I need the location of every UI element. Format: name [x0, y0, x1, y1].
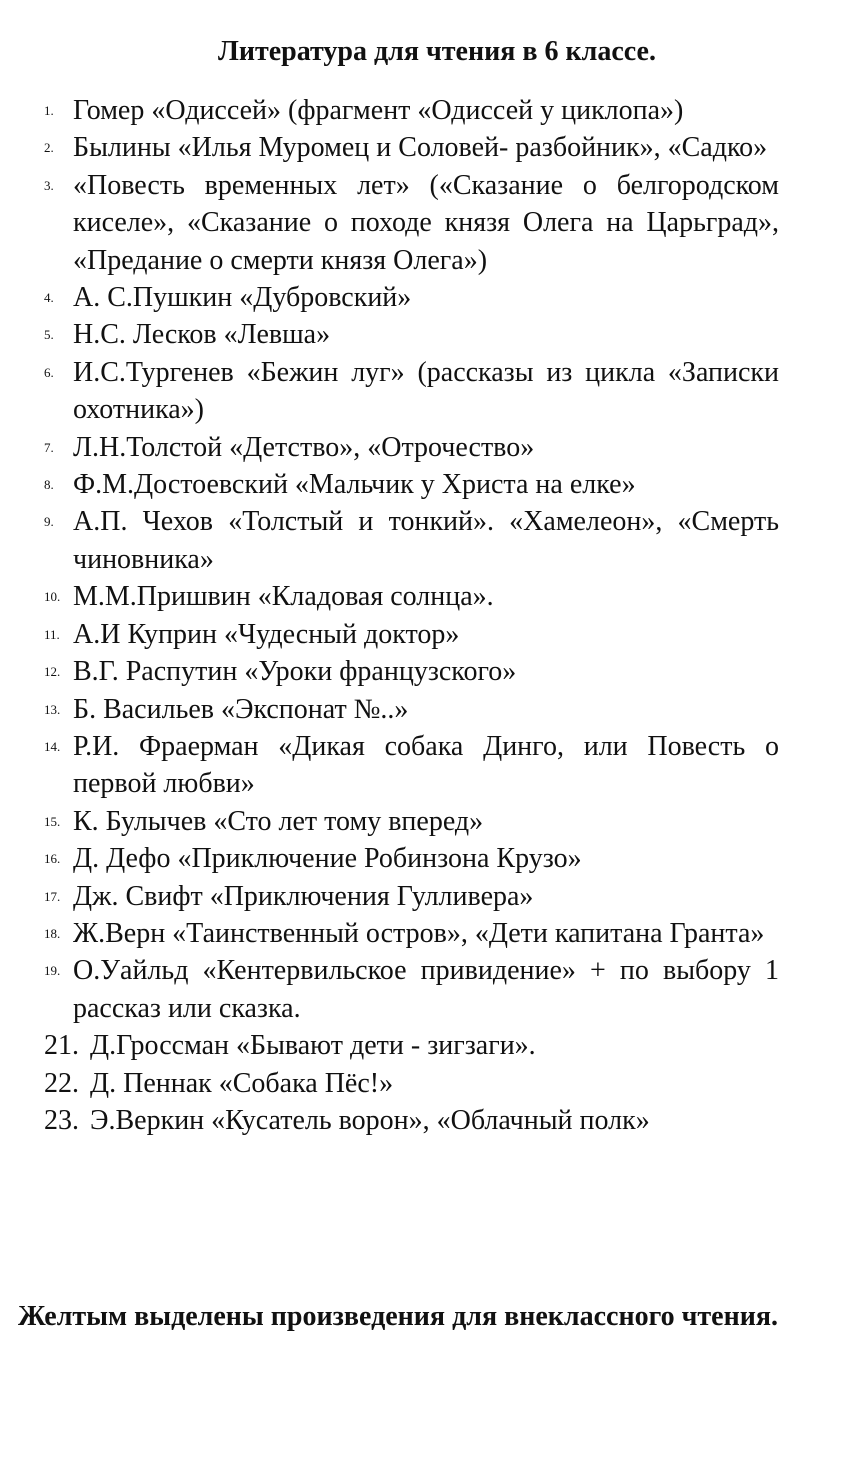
list-item-text: Ж.Верн «Таинственный остров», «Дети капитана Гранта» [73, 917, 765, 949]
list-item-text: В.Г. Распутин «Уроки французского» [73, 656, 517, 688]
list-item [44, 915, 779, 952]
list-item-text: Ф.М.Достоевский «Мальчик у Христа на елке» [73, 469, 636, 501]
list-item [44, 503, 779, 578]
list-item [44, 578, 779, 615]
list-item-text: О.Уайльд «Кентервильское привидение» + по выбору 1 рассказ или сказка. [73, 955, 779, 1024]
list-item-text: К. Булычев «Сто лет тому вперед» [73, 805, 484, 837]
list-item-text: А. С.Пушкин «Дубровский» [73, 282, 412, 314]
list-item [44, 279, 779, 316]
list-item-number: 22. [44, 1067, 79, 1099]
list-item-text: Д. Пеннак «Собака Пёс!» [90, 1067, 394, 1099]
list-item-number: 15. [44, 813, 61, 829]
list-item [44, 653, 779, 690]
list-item [44, 354, 779, 429]
list-item-number: 2. [44, 140, 54, 156]
list-item-number: 13. [44, 701, 61, 717]
list-item [44, 840, 779, 877]
list-item-text: Д. Дефо «Приключение Робинзона Крузо» [73, 843, 582, 875]
list-item-number: 19. [44, 963, 61, 979]
list-item-number: 16. [44, 851, 61, 867]
list-item [44, 1065, 779, 1102]
list-item-number: 9. [44, 514, 54, 530]
list-item-text: Р.И. Фраерман «Дикая собака Динго, или Повесть о первой любви» [73, 730, 779, 800]
list-item [44, 803, 779, 840]
list-item [44, 616, 779, 653]
list-item-number: 4. [44, 290, 54, 306]
list-item-number: 3. [44, 177, 54, 193]
list-item [44, 1102, 779, 1139]
list-item-number: 1. [44, 103, 54, 118]
list-item [44, 728, 779, 803]
list-item [44, 952, 779, 1027]
list-item-number: 18. [44, 925, 61, 941]
list-item-number: 14. [44, 738, 61, 754]
list-item [44, 1027, 779, 1064]
list-item-number: 17. [44, 888, 61, 904]
list-item-text: Б. Васильев «Экспонат №..» [73, 693, 409, 725]
document-title: Литература для чтения в 6 классе. [218, 36, 656, 67]
list-item-text: Д.Гроссман «Бывают дети - зигзаги». [90, 1030, 536, 1062]
list-item [44, 167, 779, 279]
list-item-number: 23. [44, 1104, 79, 1136]
list-item-number: 7. [44, 439, 54, 455]
list-item [44, 466, 779, 503]
list-item [44, 429, 779, 466]
list-item-text: Дж. Свифт «Приключения Гулливера» [73, 880, 534, 912]
list-item-text: Гомер «Одиссей» (фрагмент «Одиссей у циклопа») [73, 95, 684, 126]
list-item-number: 11. [44, 626, 60, 642]
list-item-number: 21. [44, 1030, 79, 1062]
list-item-text: А.П. Чехов «Толстый и тонкий». «Хамелеон», «Смерть чиновника» [73, 506, 779, 575]
list-item-number: 10. [44, 589, 61, 605]
list-item [44, 691, 779, 728]
list-item-text: Былины «Илья Муромец и Соловей- разбойник», «Садко» [73, 132, 768, 164]
list-item-text: Л.Н.Толстой «Детство», «Отрочество» [73, 431, 535, 463]
list-item-text: Э.Веркин «Кусатель ворон», «Облачный полк» [90, 1104, 650, 1136]
list-item-text: М.М.Пришвин «Кладовая солнца». [73, 581, 494, 613]
reading-list [44, 92, 779, 1139]
list-item [44, 878, 779, 915]
list-item-text: «Повесть временных лет» («Сказание о белгородском киселе», «Сказание о походе князя Олега на Царьград», «Предание о смерти князя Олега») [73, 169, 779, 276]
list-item-number: 6. [44, 364, 54, 380]
list-item [44, 92, 779, 129]
list-item-number: 5. [44, 327, 54, 343]
list-item-text: И.С.Тургенев «Бежин луг» (рассказы из цикла «Записки охотника») [73, 356, 779, 426]
list-item-text: А.И Куприн «Чудесный доктор» [73, 618, 460, 650]
list-item [44, 129, 779, 166]
list-item [44, 316, 779, 353]
list-item-number: 8. [44, 477, 54, 493]
list-item-number: 12. [44, 664, 61, 680]
list-item-text: Н.С. Лесков «Левша» [73, 319, 331, 351]
highlight-note: Желтым выделены произведения для внеклассного чтения. [18, 1301, 779, 1332]
